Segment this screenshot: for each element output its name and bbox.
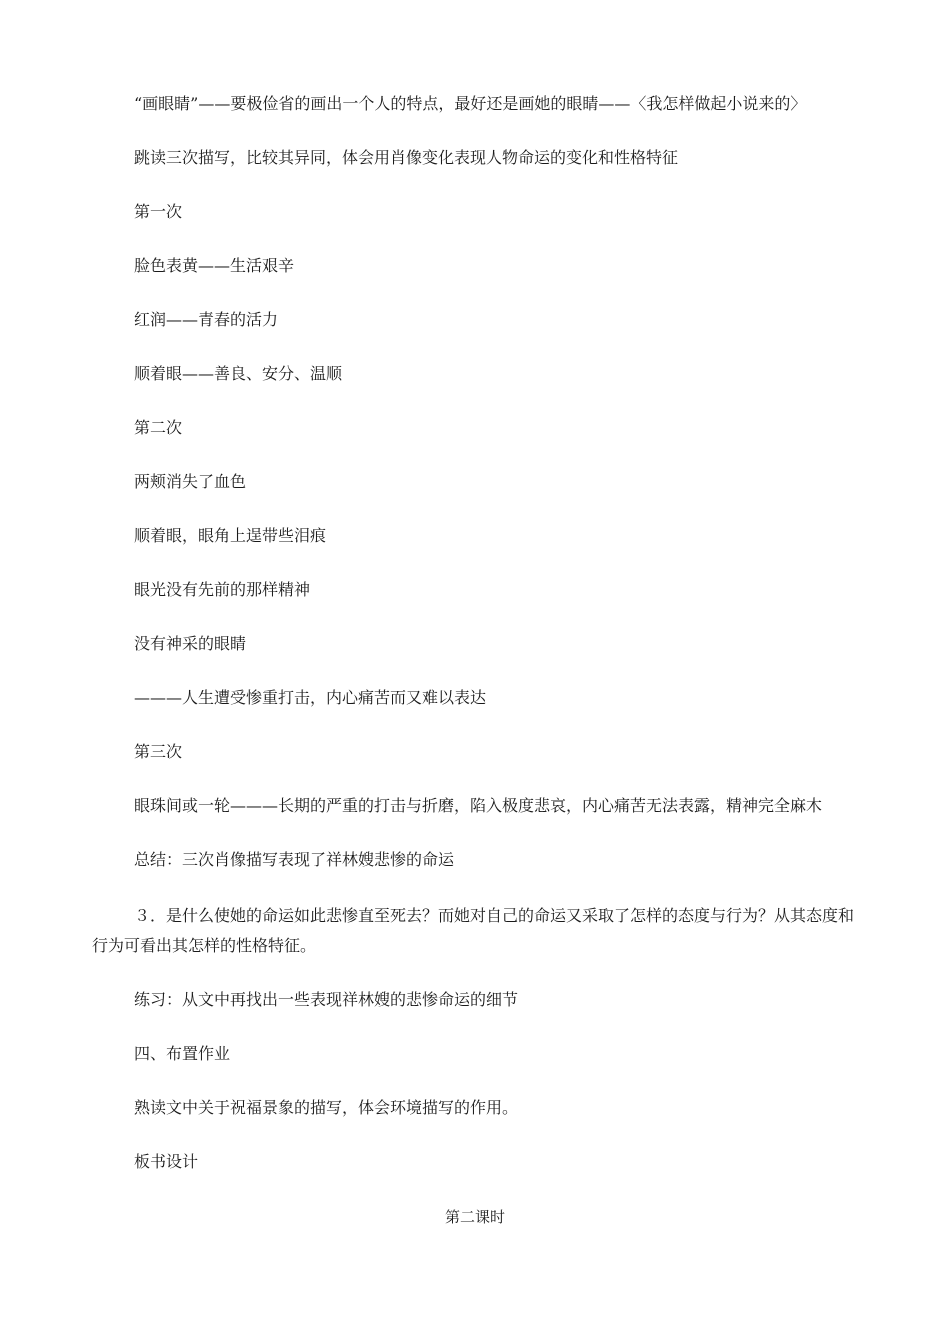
text-line-zongjie: 总结：三次肖像描写表现了祥林嫂悲惨的命运 bbox=[134, 850, 455, 869]
text-line-yanzhu: 眼珠间或一轮———长期的严重的打击与折磨，陷入极度悲哀，内心痛苦无法表露，精神完全麻木 bbox=[134, 796, 823, 815]
text-line-yanguang: 眼光没有先前的那样精神 bbox=[134, 580, 311, 599]
text-line-shencai: 没有神采的眼睛 bbox=[134, 634, 247, 653]
text-line-shudu: 熟读文中关于祝福景象的描写，体会环境描写的作用。 bbox=[134, 1098, 519, 1117]
text-line-hongrun: 红润——青春的活力 bbox=[134, 310, 279, 329]
heading-third-time: 第三次 bbox=[134, 742, 183, 761]
heading-first-time: 第一次 bbox=[134, 202, 183, 221]
text-line-shunzheyan: 顺着眼——善良、安分、温顺 bbox=[134, 364, 343, 383]
lesson-heading: 第二课时 bbox=[444, 1208, 505, 1226]
text-line-tiaodu: 跳读三次描写，比较其异同，体会用肖像变化表现人物命运的变化和性格特征 bbox=[134, 148, 679, 167]
heading-second-time: 第二次 bbox=[134, 418, 183, 437]
text-line-rensheng: ———人生遭受惨重打击，内心痛苦而又难以表达 bbox=[134, 688, 487, 707]
text-line-lianxi: 练习：从文中再找出一些表现祥林嫂的悲惨命运的细节 bbox=[134, 990, 519, 1009]
text-line-lianse: 脸色表黄——生活艰辛 bbox=[134, 256, 295, 275]
text-line-yanjiao: 顺着眼，眼角上逞带些泪痕 bbox=[134, 526, 327, 545]
text-line-banshu: 板书设计 bbox=[134, 1152, 199, 1171]
section-heading-homework: 四、布置作业 bbox=[134, 1044, 231, 1063]
text-line-liangjia: 两颊消失了血色 bbox=[134, 472, 247, 491]
question-paragraph: ３．是什么使她的命运如此悲惨直至死去？而她对自己的命运又采取了怎样的态度与行为？从其态度和行为可看出其怎样的性格特征。 bbox=[92, 906, 855, 955]
text-line-hua-yanjing: “画眼睛”——要极俭省的画出一个人的特点，最好还是画她的眼睛——〈我怎样做起小说来的〉 bbox=[134, 94, 807, 113]
